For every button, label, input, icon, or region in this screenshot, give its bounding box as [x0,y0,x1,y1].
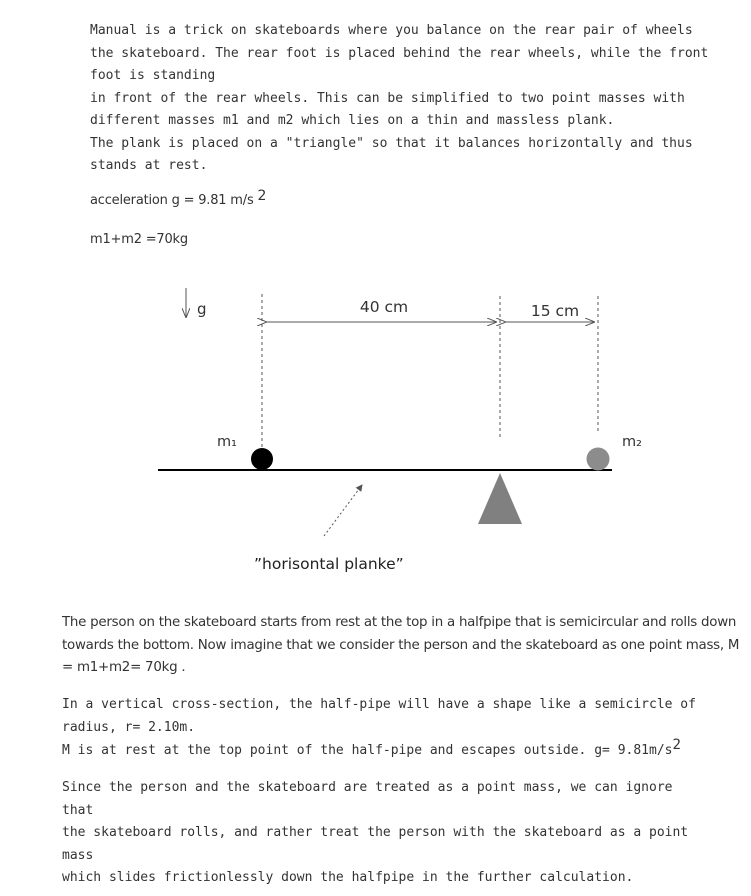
cross-section-line [62,739,747,763]
intro-line: foot is standing [90,68,216,83]
mass-sum-given: m1+m2 =70kg [90,232,188,247]
halfpipe-paragraph: The person on the skateboard starts from rest at the top in a halfpipe that is semicircular and rolls down towards the bottom. Now imagine that we consider the person and the skateboard as one point mass, M = m1+m2= 70kg . [62,615,740,675]
fulcrum-triangle [478,473,522,524]
intro-line: different masses m1 and m2 which lies on a thin and massless plank. [90,113,615,128]
point-mass-line: which slides frictionlessly down the halfpipe in the further calculation. [62,870,634,885]
dimension-label-left: 40 cm [359,298,409,316]
intro-line: The plank is placed on a "triangle" so that it balances horizontally and thus [90,135,693,151]
gravity-exponent: 2 [672,737,681,753]
plank-label: ”horisontal planke” [254,555,404,573]
gravity-label: g [197,300,207,318]
point-mass-line: the skateboard rolls, and rather treat the person with the skateboard as a point [62,825,689,840]
mass-m1 [251,448,273,470]
acceleration-exponent: 2 [257,188,267,204]
cross-section-line: radius, r= 2.10m. [62,719,196,735]
point-mass-line: mass [62,847,94,863]
acceleration-given [90,188,267,208]
cross-section-paragraph [62,694,747,763]
point-mass-paragraph [62,777,747,890]
cross-section-line: In a vertical cross-section, the half-pipe will have a shape like a semicircle of [62,697,696,712]
cross-section-line-text: M is at rest at the top point of the half-pipe and escapes outside. g= 9.81m/s [62,743,673,758]
m2-label: m₂ [622,434,642,450]
intro-line: the skateboard. The rear foot is placed behind the rear wheels, while the front [90,45,709,61]
intro-line: stands at rest. [90,158,208,173]
m1-label: m₁ [217,434,237,450]
intro-paragraph [90,20,745,178]
acceleration-text: acceleration g = 9.81 m/s [90,193,254,208]
dimension-label-right: 15 cm [530,302,580,320]
seesaw-diagram [0,280,751,590]
point-mass-line: that [62,802,94,818]
plank-pointer-arrow [324,485,362,536]
point-mass-line: Since the person and the skateboard are treated as a point mass, we can ignore [62,780,673,795]
intro-line: Manual is a trick on skateboards where you balance on the rear pair of wheels [90,23,693,38]
mass-m2 [587,448,610,471]
intro-line: in front of the rear wheels. This can be simplified to two point masses with [90,90,685,106]
